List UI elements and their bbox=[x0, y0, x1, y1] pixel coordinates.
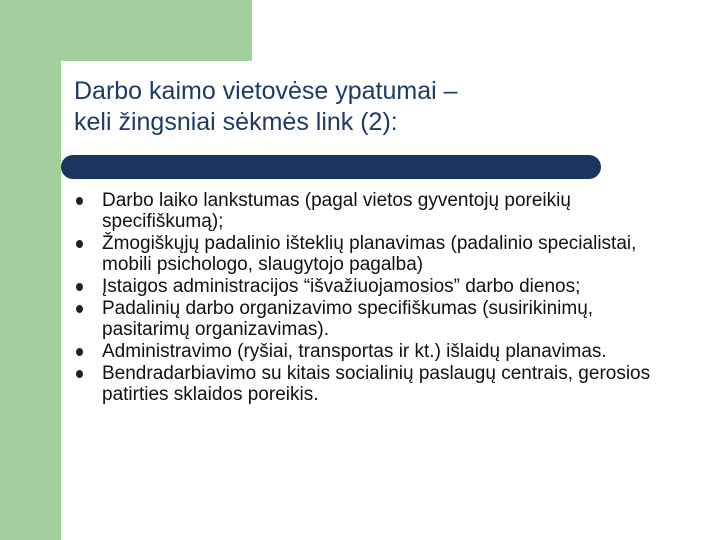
bullet-item bbox=[74, 190, 674, 232]
title-divider-bar bbox=[61, 155, 601, 179]
bullet-item bbox=[74, 276, 674, 297]
bullet-dot-icon bbox=[76, 283, 83, 291]
bullet-text: Darbo laiko lankstumas (pagal vietos gyventojų poreikių specifiškumą); bbox=[102, 190, 571, 232]
slide-title-line-2: keli žingsniai sėkmės link (2): bbox=[74, 108, 398, 136]
bullet-text: Bendradarbiavimo su kitais socialinių paslaugų centrais, gerosios patirties sklaidos poreikis. bbox=[102, 363, 651, 405]
bullet-dot-icon bbox=[76, 348, 83, 356]
bullet-text: Žmogiškųjų padalinio išteklių planavimas (padalinio specialistai, mobili psichologo, slaugytojo pagalba) bbox=[102, 233, 637, 275]
bullet-item bbox=[74, 233, 674, 275]
bullet-text: Administravimo (ryšiai, transportas ir kt.) išlaidų planavimas. bbox=[102, 341, 607, 362]
bullet-item bbox=[74, 298, 674, 340]
bullet-dot-icon bbox=[76, 305, 83, 313]
bullet-dot-icon bbox=[76, 240, 83, 248]
bullet-item bbox=[74, 363, 674, 405]
slide-title bbox=[74, 76, 674, 138]
bullet-text: Padalinių darbo organizavimo specifiškumas (susirikinimų, pasitarimų organizavimas). bbox=[102, 298, 594, 340]
bullet-list bbox=[74, 190, 674, 406]
decorative-green-sidebar bbox=[0, 0, 61, 540]
decorative-green-header bbox=[0, 0, 252, 61]
slide-title-line-1: Darbo kaimo vietovėse ypatumai – bbox=[74, 77, 458, 105]
bullet-dot-icon bbox=[76, 370, 83, 378]
bullet-text: Įstaigos administracijos “išvažiuojamosios” darbo dienos; bbox=[102, 276, 581, 297]
bullet-dot-icon bbox=[76, 197, 83, 205]
bullet-item bbox=[74, 341, 674, 362]
